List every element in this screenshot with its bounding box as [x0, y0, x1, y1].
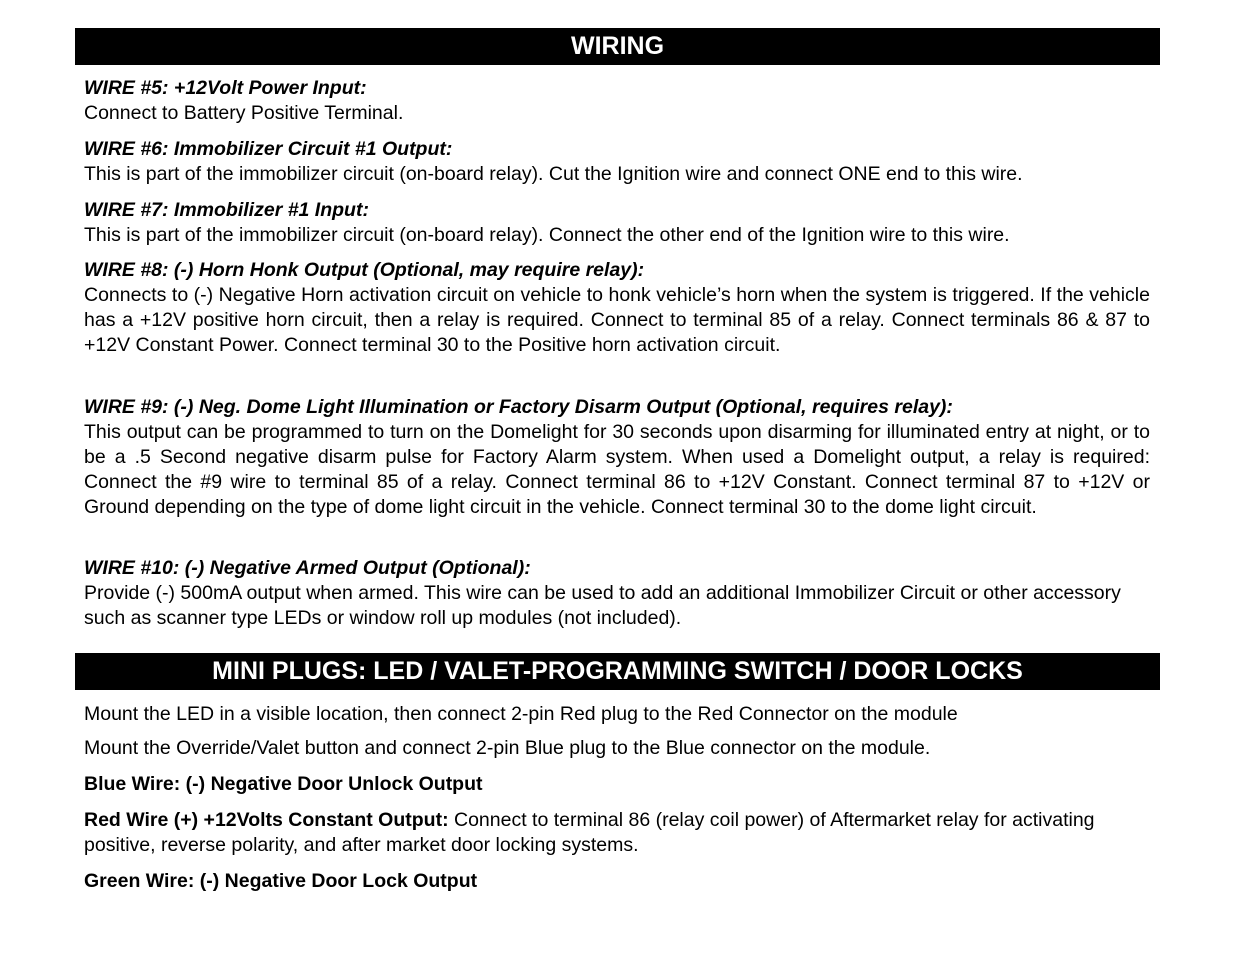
wire-6-body: This is part of the immobilizer circuit (on-board relay). Cut the Ignition wire and connect ONE end to this wire.	[84, 163, 1023, 185]
wire-7-block	[84, 198, 1150, 248]
wire-10-body: Provide (-) 500mA output when armed. This wire can be used to add an additional Immobilizer Circuit or other accessory such as scanner type LEDs or window roll up modules (not included).	[84, 582, 1121, 629]
wire-9-body: This output can be programmed to turn on the Domelight for 30 seconds upon disarming for illuminated entry at night, or to be a .5 Second negative disarm pulse for Factory Alarm system. When used a Domelight output, a relay is required: Connect the #9 wire to terminal 85 of a relay. Connect terminal 86 to +12V Constant. Connect terminal 87 to +12V or Ground depending on the type of dome light circuit in the vehicle. Connect terminal 30 to the dome light circuit.	[84, 421, 1150, 518]
wiring-section-header: WIRING	[75, 28, 1160, 65]
wire-10-block	[84, 556, 1150, 631]
wire-5-block	[84, 76, 1150, 126]
blue-wire-heading: Blue Wire: (-) Negative Door Unlock Output	[84, 773, 483, 795]
valet-instruction: Mount the Override/Valet button and connect 2-pin Blue plug to the Blue connector on the module.	[84, 737, 931, 759]
wire-6-heading: WIRE #6: Immobilizer Circuit #1 Output:	[84, 138, 453, 160]
wire-8-block	[84, 258, 1150, 358]
led-instruction: Mount the LED in a visible location, then connect 2-pin Red plug to the Red Connector on the module	[84, 703, 958, 725]
red-wire-label: Red Wire (+) +12Volts Constant Output:	[84, 809, 449, 831]
wire-8-body: Connects to (-) Negative Horn activation circuit on vehicle to honk vehicle’s horn when the system is triggered. If the vehicle has a +12V positive horn circuit, then a relay is required. Connect to terminal 85 of a relay. Connect terminals 86 & 87 to +12V Constant Power. Connect terminal 30 to the Positive horn activation circuit.	[84, 284, 1150, 356]
wire-5-heading: WIRE #5: +12Volt Power Input:	[84, 77, 367, 99]
wire-10-heading: WIRE #10: (-) Negative Armed Output (Optional):	[84, 557, 531, 579]
wire-7-heading: WIRE #7: Immobilizer #1 Input:	[84, 199, 369, 221]
wire-9-heading: WIRE #9: (-) Neg. Dome Light Illumination or Factory Disarm Output (Optional, requires relay):	[84, 396, 953, 418]
mini-plugs-section-header: MINI PLUGS: LED / VALET-PROGRAMMING SWITCH / DOOR LOCKS	[75, 653, 1160, 690]
wire-7-body: This is part of the immobilizer circuit (on-board relay). Connect the other end of the Ignition wire to this wire.	[84, 224, 1010, 246]
wire-6-block	[84, 137, 1150, 187]
wire-5-body: Connect to Battery Positive Terminal.	[84, 102, 404, 124]
green-wire-heading: Green Wire: (-) Negative Door Lock Output	[84, 870, 478, 892]
wire-9-block	[84, 395, 1150, 520]
wire-8-heading: WIRE #8: (-) Horn Honk Output (Optional, may require relay):	[84, 259, 645, 281]
red-wire-text: Connect to terminal 86 (relay coil power) of Aftermarket relay for activating positive, reverse polarity, and after market door locking systems.	[84, 809, 1095, 856]
red-wire-block	[84, 808, 1150, 858]
